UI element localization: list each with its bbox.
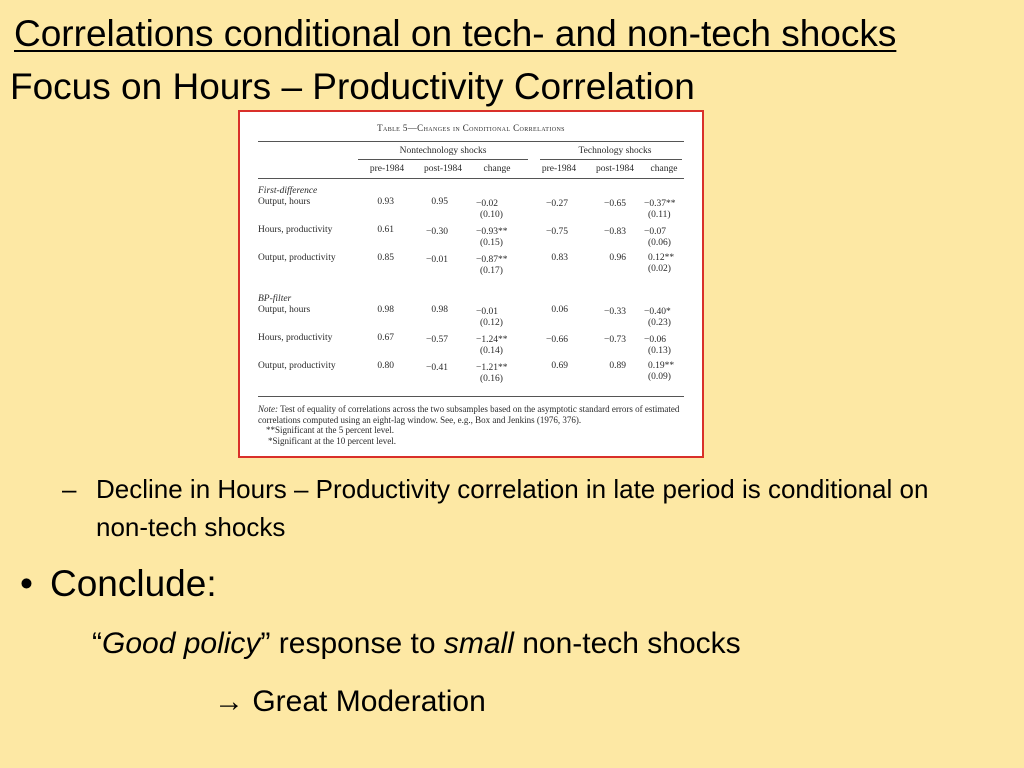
slide-subtitle: Focus on Hours – Productivity Correlation (10, 66, 695, 107)
cell: −0.27 (546, 199, 568, 209)
cell: 0.19** (648, 361, 675, 371)
row-label: Output, productivity (258, 361, 336, 371)
cell: −0.83 (604, 227, 626, 237)
col-header: pre-1984 (369, 164, 405, 174)
col-header: post-1984 (596, 164, 634, 174)
cell: 0.83 (551, 253, 568, 263)
cell: 0.96 (609, 253, 626, 263)
cell: −0.73 (604, 335, 626, 345)
cell: −0.87** (476, 255, 508, 265)
cell-se: (0.16) (480, 374, 503, 384)
cell-se: (0.06) (648, 238, 671, 248)
conclusion-line (92, 624, 741, 664)
row-label: Output, hours (258, 197, 311, 207)
table-bottom-rule (258, 396, 684, 397)
col-header: change (483, 164, 511, 174)
group-header-tech: Technology shocks (578, 146, 652, 156)
cell: −0.57 (426, 335, 448, 345)
great-moderation-line (214, 682, 486, 722)
cell-se: (0.13) (648, 346, 671, 356)
cell-se: (0.12) (480, 318, 503, 328)
row-label: Output, hours (258, 305, 311, 315)
dash-bullet-marker: – (62, 474, 77, 504)
cell-se: (0.11) (648, 210, 671, 220)
cell-se: (0.17) (480, 266, 503, 276)
cell: 0.12** (648, 253, 675, 263)
col-header: pre-1984 (541, 164, 577, 174)
cell: 0.61 (377, 225, 394, 235)
group-header-nontech: Nontechnology shocks (399, 146, 487, 156)
cell: −0.33 (604, 307, 626, 317)
slide-title: Correlations conditional on tech- and non-tech shocks (14, 13, 897, 54)
cell: 0.95 (431, 197, 448, 207)
cell: 0.80 (377, 361, 394, 371)
row-label: Hours, productivity (258, 333, 333, 343)
section-label: First-difference (258, 186, 318, 196)
cell-se: (0.10) (480, 210, 503, 220)
note-label: Note: (258, 404, 278, 414)
cell: −0.75 (546, 227, 568, 237)
close-quote-text: ” response to (260, 627, 444, 660)
cell: −0.41 (426, 363, 448, 373)
cell: −0.01 (426, 255, 448, 265)
cell: −0.30 (426, 227, 448, 237)
table-caption: Table 5—Changes in Conditional Correlations (377, 123, 565, 133)
correlation-table-image (238, 110, 704, 458)
col-header: post-1984 (424, 164, 462, 174)
sub-bullet-text: Decline in Hours – Productivity correlation in late period is conditional on non-tech shocks (96, 474, 929, 542)
note-sig5: **Significant at the 5 percent level. (266, 425, 394, 435)
tail-text: non-tech shocks (513, 627, 741, 660)
group-rule-nontech (358, 159, 528, 160)
cell: −0.07 (644, 227, 666, 237)
cell-se: (0.02) (648, 264, 671, 274)
cell: 0.93 (377, 197, 394, 207)
cell: −0.66 (546, 335, 568, 345)
open-quote: “ (92, 627, 102, 660)
cell-se: (0.09) (648, 372, 671, 382)
cell: 0.98 (377, 305, 394, 315)
cell: −0.01 (476, 307, 498, 317)
cell-se: (0.23) (648, 318, 671, 328)
conclude-label: Conclude: (50, 563, 217, 604)
col-header: change (650, 164, 678, 174)
section-label: BP-filter (258, 294, 292, 304)
cell: 0.69 (551, 361, 568, 371)
table-top-rule (258, 141, 684, 142)
cell-se: (0.15) (480, 238, 503, 248)
small-text: small (443, 627, 514, 660)
cell: −0.65 (604, 199, 626, 209)
cell: −0.37** (644, 199, 676, 209)
cell: −1.21** (476, 363, 508, 373)
cell: −1.24** (476, 335, 508, 345)
row-label: Hours, productivity (258, 225, 333, 235)
header-bottom-rule (258, 178, 684, 179)
cell-se: (0.14) (480, 346, 503, 356)
table-note (258, 404, 688, 446)
right-arrow-icon: → (214, 685, 244, 718)
cell: −0.40* (644, 307, 671, 317)
cell: 0.85 (377, 253, 394, 263)
group-rule-tech (540, 159, 682, 160)
cell: 0.98 (431, 305, 448, 315)
great-moderation-text: Great Moderation (244, 685, 486, 718)
note-text: Test of equality of correlations across the two subsamples based on the asymptotic standard errors of estimated correlations computed using an eight-lag window. See, e.g., Box and Jenkins (1976, 376). (258, 404, 680, 425)
cell: −0.06 (644, 335, 666, 345)
note-sig10: *Significant at the 10 percent level. (268, 435, 396, 446)
cell: −0.02 (476, 199, 498, 209)
cell: −0.93** (476, 227, 508, 237)
good-policy-text: Good policy (102, 627, 261, 660)
cell: 0.67 (377, 333, 394, 343)
row-label: Output, productivity (258, 253, 336, 263)
cell: 0.06 (551, 305, 568, 315)
cell: 0.89 (609, 361, 626, 371)
bullet-dot-marker: • (20, 563, 33, 604)
